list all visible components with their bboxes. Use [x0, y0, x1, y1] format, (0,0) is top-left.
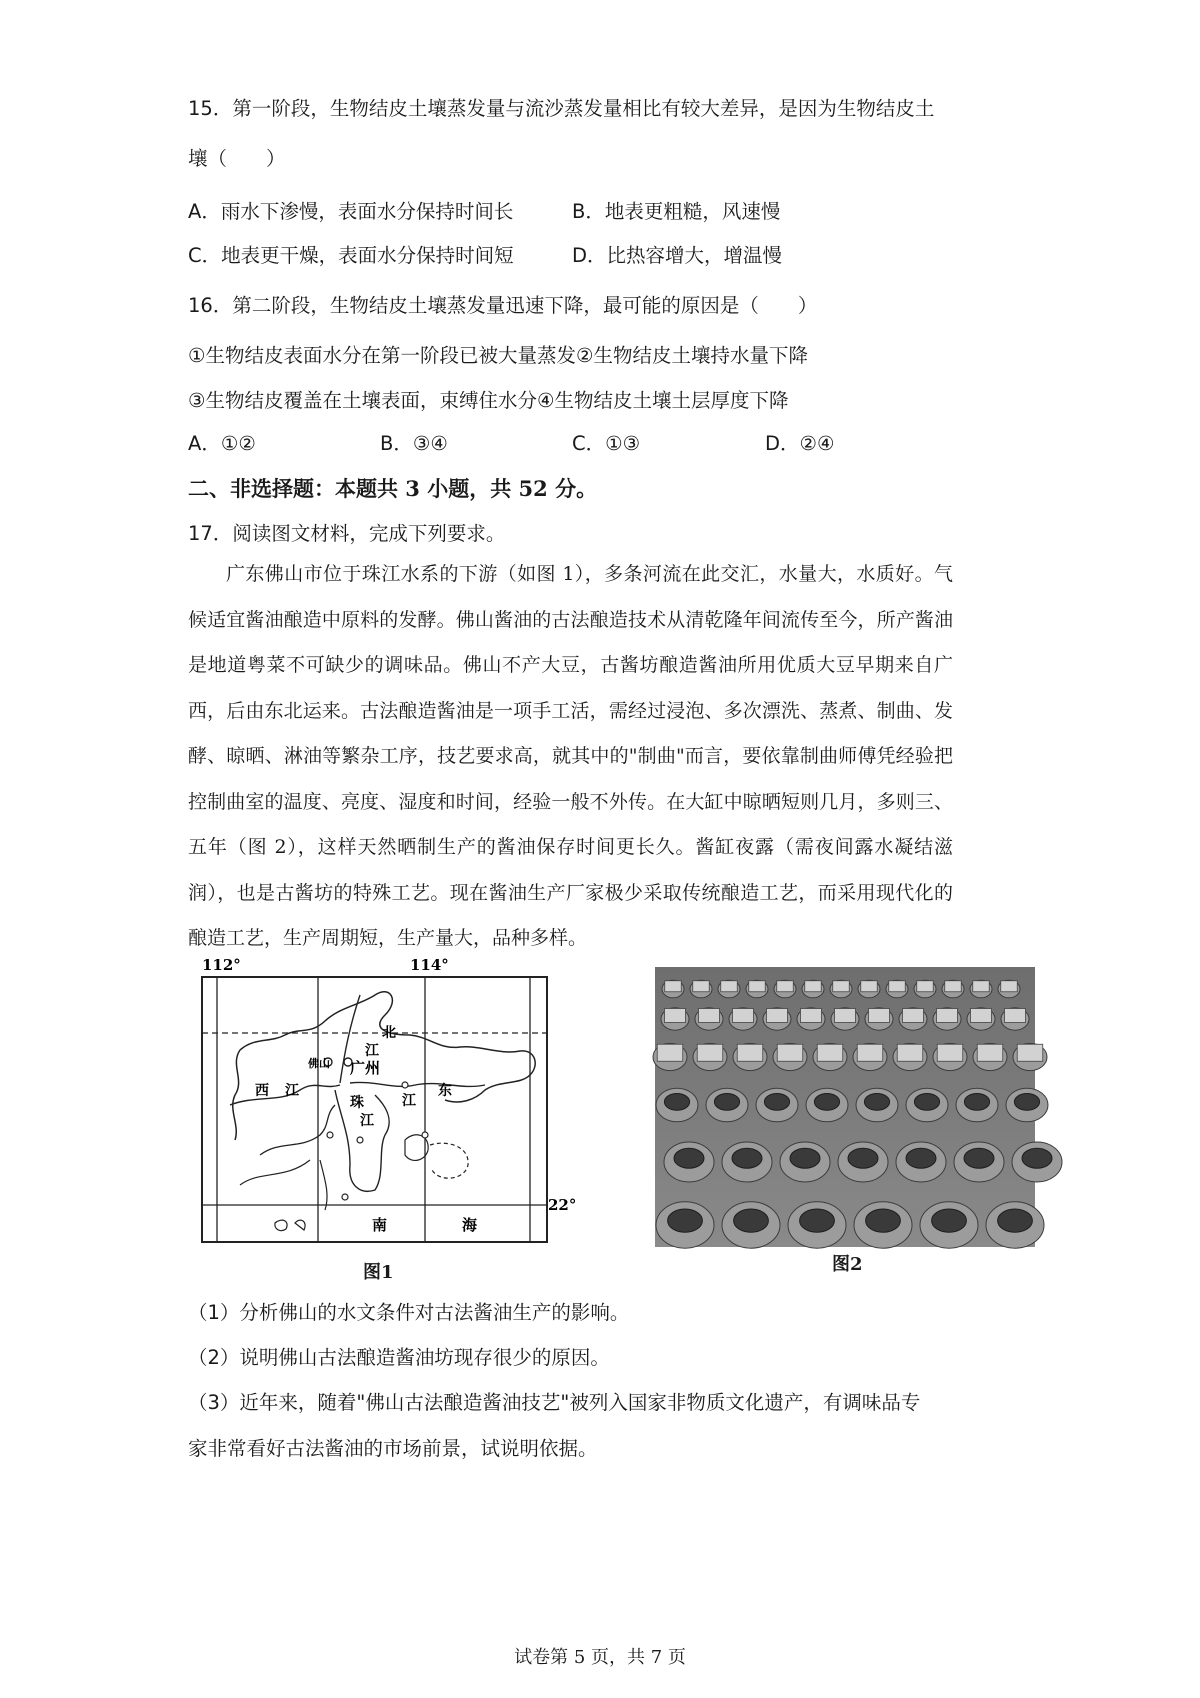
jar-lid: [857, 1044, 883, 1061]
lon-112-label: 112°: [202, 956, 241, 974]
jar-lid: [733, 1009, 754, 1023]
jar-lid: [937, 1044, 963, 1061]
jar-mouth: [906, 1148, 936, 1168]
jar-lid: [657, 1044, 683, 1061]
q15-option-d: D．比热容增大，增温慢: [572, 244, 783, 267]
map-label-hai: 海: [462, 1216, 478, 1234]
map-label-foshan: 佛山: [308, 1057, 330, 1070]
jar-mouth: [814, 1093, 839, 1110]
jar-mouth: [734, 1209, 769, 1232]
q16-option-d: D．②④: [765, 432, 835, 455]
jar-lid: [869, 1009, 890, 1023]
q16-option-a: A．①②: [188, 432, 256, 455]
q15-option-c: C．地表更干燥，表面水分保持时间短: [188, 244, 514, 267]
map-graphic: [200, 955, 577, 1255]
jar-mouth: [714, 1093, 739, 1110]
figure2-photo: [655, 967, 1035, 1247]
lat-22-label: 22°: [548, 1196, 577, 1214]
q17-material: 广东佛山市位于珠江水系的下游（如图 1），多条河流在此交汇，水量大，水质好。气候适宜酱油酿造中原料的发酵。佛山酱油的古法酿造技术从清乾隆年间流传至今，所产酱油是地道粤菜不可缺少的调味品。佛山不产大豆，古酱坊酿造酱油所用优质大豆早期来自广西，后由东北运来。古法酿造酱油是一项手工活，需经过浸泡、多次漂洗、蒸煮、制曲、发酵、晾晒、淋油等繁杂工序，技艺要求高，就其中的"制曲"而言，要依靠制曲师傅凭经验把控制曲室的温度、亮度、湿度和时间，经验一般不外传。在大缸中晾晒短则几月，多则三、五年（图 2），这样天然晒制生产的酱油保存时间更长久。酱缸夜露（需夜间露水凝结滋润），也是古酱坊的特殊工艺。现在酱油生产厂家极少采取传统酿造工艺，而采用现代化的酿造工艺，生产周期短，生产量大，品种多样。: [188, 563, 953, 949]
figure1-map: [200, 955, 577, 1255]
q16-option-c: C．①③: [572, 432, 641, 455]
section-heading: 二、非选择题：本题共 3 小题，共 52 分。: [188, 476, 598, 501]
q16-statement-1: ①生物结皮表面水分在第一阶段已被大量蒸发②生物结皮土壤持水量下降: [188, 344, 808, 367]
jar-mouth: [932, 1209, 967, 1232]
jar-lid: [889, 981, 906, 992]
jar-mouth: [998, 1209, 1033, 1232]
jar-lid: [903, 1009, 924, 1023]
jar-mouth: [764, 1093, 789, 1110]
lon-114-label: 114°: [410, 956, 449, 974]
map-label-nan: 南: [372, 1216, 388, 1234]
jar-mouth: [848, 1148, 878, 1168]
jar-lid: [805, 981, 822, 992]
jar-mouth: [668, 1209, 703, 1232]
soy-sauce-jars-photo: [655, 967, 1035, 1247]
jar-lid: [1017, 1044, 1043, 1061]
jar-mouth: [866, 1209, 901, 1232]
jar-mouth: [732, 1148, 762, 1168]
jar-mouth: [674, 1148, 704, 1168]
map-label-jiang-north: 江: [365, 1043, 379, 1059]
map-label-jiang-west: 江: [285, 1083, 299, 1099]
jar-lid: [861, 981, 878, 992]
jar-lid: [937, 1009, 958, 1023]
q15-stem-line2: 壤（ ）: [188, 147, 286, 170]
q16-stem: 16．第二阶段，生物结皮土壤蒸发量迅速下降，最可能的原因是（ ）: [188, 294, 818, 317]
jar-lid: [917, 981, 934, 992]
q17-material-block: [188, 552, 953, 962]
jar-lid: [801, 1009, 822, 1023]
jar-lid: [977, 1044, 1003, 1061]
map-label-jiang-pearl: 江: [360, 1113, 374, 1129]
jar-lid: [897, 1044, 923, 1061]
jar-lid: [699, 1009, 720, 1023]
jar-lid: [1005, 1009, 1026, 1023]
map-label-zhu: 珠: [350, 1095, 364, 1111]
q16-statement-2: ③生物结皮覆盖在土壤表面，束缚住水分④生物结皮土壤土层厚度下降: [188, 389, 789, 412]
map-label-xi: 西: [255, 1083, 269, 1099]
jar-lid: [737, 1044, 763, 1061]
jar-mouth: [800, 1209, 835, 1232]
jar-lid: [1001, 981, 1018, 992]
jar-lid: [749, 981, 766, 992]
jar-mouth: [864, 1093, 889, 1110]
jar-mouth: [664, 1093, 689, 1110]
page-footer: 试卷第 5 页，共 7 页: [514, 1647, 686, 1668]
q17-stem: 17．阅读图文材料，完成下列要求。: [188, 522, 506, 545]
q16-option-b: B．③④: [380, 432, 448, 455]
jar-mouth: [790, 1148, 820, 1168]
jar-lid: [833, 981, 850, 992]
jar-lid: [835, 1009, 856, 1023]
q15-option-b: B．地表更粗糙，风速慢: [572, 200, 781, 223]
jar-mouth: [914, 1093, 939, 1110]
jar-mouth: [1022, 1148, 1052, 1168]
jar-lid: [693, 981, 710, 992]
jar-mouth: [964, 1093, 989, 1110]
jar-lid: [777, 981, 794, 992]
map-label-jiang-east: 江: [402, 1093, 416, 1109]
map-label-bei: 北: [382, 1025, 396, 1041]
map-label-guangzhou: 广州: [350, 1059, 381, 1077]
jar-lid: [665, 1009, 686, 1023]
jar-lid: [697, 1044, 723, 1061]
jar-mouth: [964, 1148, 994, 1168]
jar-lid: [665, 981, 682, 992]
jar-lid: [767, 1009, 788, 1023]
map-label-dong: 东: [438, 1083, 452, 1099]
jar-lid: [971, 1009, 992, 1023]
q15-stem-line1: 15．第一阶段，生物结皮土壤蒸发量与流沙蒸发量相比有较大差异，是因为生物结皮土: [188, 97, 935, 120]
figure1-caption: 图1: [363, 1262, 394, 1283]
jar-mouth: [1014, 1093, 1039, 1110]
jar-lid: [817, 1044, 843, 1061]
jar-lid: [721, 981, 738, 992]
jar-lid: [973, 981, 990, 992]
figure2-caption: 图2: [832, 1254, 863, 1275]
jar-lid: [777, 1044, 803, 1061]
jar-lid: [945, 981, 962, 992]
q17-subquestion-3-line2: 家非常看好古法酱油的市场前景，试说明依据。: [188, 1437, 598, 1460]
q15-option-a: A．雨水下渗慢，表面水分保持时间长: [188, 200, 514, 223]
q17-subquestion-1: （1）分析佛山的水文条件对古法酱油生产的影响。: [188, 1301, 630, 1324]
q17-subquestion-2: （2）说明佛山古法酿造酱油坊现存很少的原因。: [188, 1346, 610, 1369]
q17-subquestion-3-line1: （3）近年来，随着"佛山古法酿造酱油技艺"被列入国家非物质文化遗产，有调味品专: [188, 1391, 921, 1414]
